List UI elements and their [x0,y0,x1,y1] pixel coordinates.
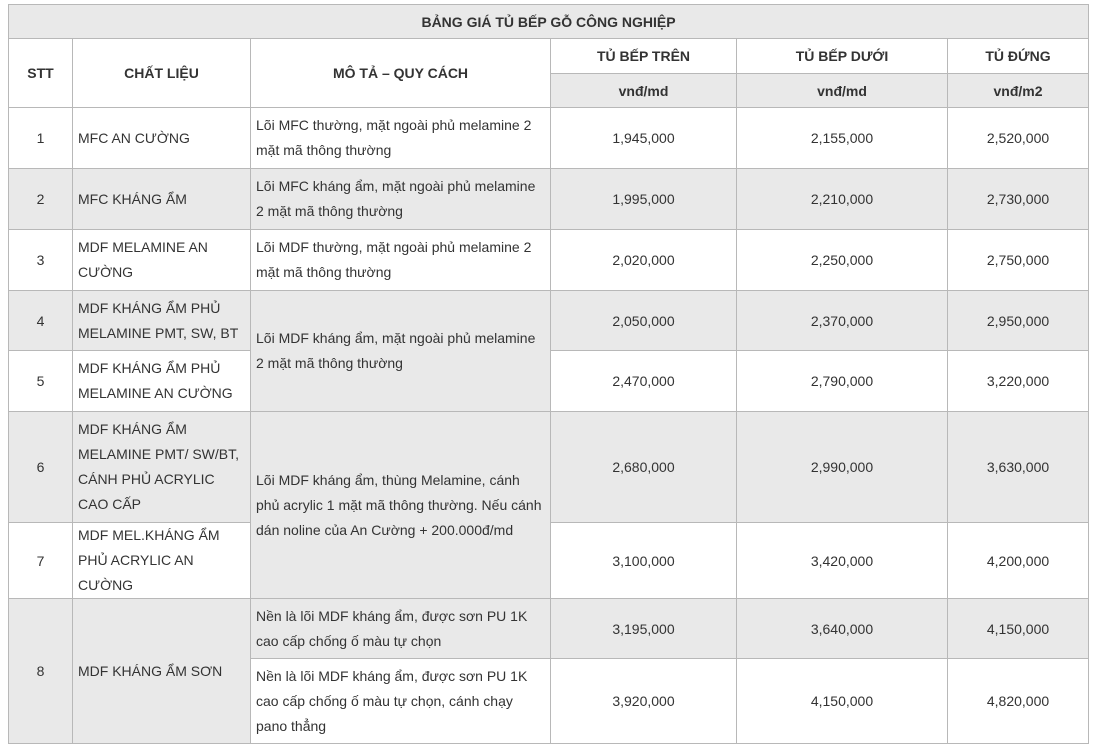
row-stt: 4 [9,291,73,351]
header-tall-cabinet: TỦ ĐỨNG [948,39,1089,74]
table-row [9,412,1089,523]
row-material: MDF KHÁNG ẨM PHỦ MELAMINE PMT, SW, BT [73,291,251,351]
row-description: Lõi MDF kháng ẩm, mặt ngoài phủ melamine 2 mặt mã thông thường [251,291,551,412]
row-price-lower: 2,250,000 [737,230,948,291]
row-description: Lõi MFC thường, mặt ngoài phủ melamine 2 mặt mã thông thường [251,108,551,169]
row-description: Lõi MDF kháng ẩm, thùng Melamine, cánh phủ acrylic 1 mặt mã thông thường. Nếu cánh dán noline của An Cường + 200.000đ/md [251,412,551,599]
table-row [9,108,1089,169]
table-row [9,169,1089,230]
row-price-tall: 2,950,000 [948,291,1089,351]
row-material: MDF KHÁNG ẨM MELAMINE PMT/ SW/BT, CÁNH PHỦ ACRYLIC CAO CẤP [73,412,251,523]
row-price-upper: 2,020,000 [551,230,737,291]
unit-lower: vnđ/md [737,74,948,108]
row-price-lower: 2,790,000 [737,351,948,412]
row-description: Nền là lõi MDF kháng ẩm, được sơn PU 1K cao cấp chống ố màu tự chọn [251,599,551,659]
row-price-tall: 4,820,000 [948,659,1089,744]
row-price-upper: 2,470,000 [551,351,737,412]
row-stt: 6 [9,412,73,523]
header-material: CHẤT LIỆU [73,39,251,108]
row-description: Nền là lõi MDF kháng ẩm, được sơn PU 1K cao cấp chống ố màu tự chọn, cánh chạy pano thẳng [251,659,551,744]
row-stt: 7 [9,523,73,599]
table-row [9,230,1089,291]
row-price-lower: 3,640,000 [737,599,948,659]
row-material: MDF KHÁNG ẨM PHỦ MELAMINE AN CƯỜNG [73,351,251,412]
price-table [8,4,1089,744]
header-lower-cabinet: TỦ BẾP DƯỚI [737,39,948,74]
unit-tall: vnđ/m2 [948,74,1089,108]
row-material: MDF MELAMINE AN CƯỜNG [73,230,251,291]
row-material: MFC KHÁNG ẨM [73,169,251,230]
row-price-tall: 4,150,000 [948,599,1089,659]
row-description: Lõi MFC kháng ẩm, mặt ngoài phủ melamine 2 mặt mã thông thường [251,169,551,230]
header-stt: STT [9,39,73,108]
row-price-upper: 3,100,000 [551,523,737,599]
row-stt: 8 [9,599,73,744]
unit-upper: vnđ/md [551,74,737,108]
row-stt: 3 [9,230,73,291]
header-upper-cabinet: TỦ BẾP TRÊN [551,39,737,74]
table-title: BẢNG GIÁ TỦ BẾP GỖ CÔNG NGHIỆP [9,5,1089,39]
row-price-lower: 4,150,000 [737,659,948,744]
row-material: MDF KHÁNG ẨM SƠN [73,599,251,744]
row-price-lower: 3,420,000 [737,523,948,599]
row-stt: 2 [9,169,73,230]
row-price-lower: 2,370,000 [737,291,948,351]
row-price-upper: 2,680,000 [551,412,737,523]
row-price-upper: 3,920,000 [551,659,737,744]
row-price-tall: 2,750,000 [948,230,1089,291]
row-price-tall: 4,200,000 [948,523,1089,599]
row-price-tall: 3,630,000 [948,412,1089,523]
row-stt: 1 [9,108,73,169]
row-price-lower: 2,990,000 [737,412,948,523]
row-price-upper: 3,195,000 [551,599,737,659]
row-price-upper: 1,995,000 [551,169,737,230]
row-material: MFC AN CƯỜNG [73,108,251,169]
row-price-lower: 2,155,000 [737,108,948,169]
row-price-upper: 2,050,000 [551,291,737,351]
table-row [9,599,1089,659]
row-material: MDF MEL.KHÁNG ẨM PHỦ ACRYLIC AN CƯỜNG [73,523,251,599]
table-row [9,291,1089,351]
row-description: Lõi MDF thường, mặt ngoài phủ melamine 2 mặt mã thông thường [251,230,551,291]
header-description: MÔ TẢ – QUY CÁCH [251,39,551,108]
row-price-tall: 3,220,000 [948,351,1089,412]
row-price-tall: 2,730,000 [948,169,1089,230]
row-price-upper: 1,945,000 [551,108,737,169]
row-price-lower: 2,210,000 [737,169,948,230]
row-price-tall: 2,520,000 [948,108,1089,169]
row-stt: 5 [9,351,73,412]
